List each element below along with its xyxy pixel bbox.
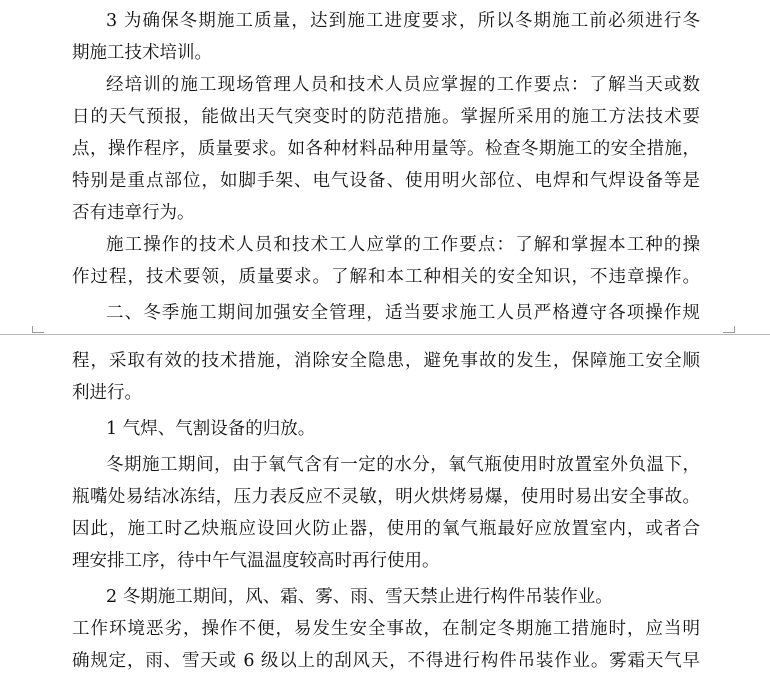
text-line: 冬期施工期间，由于氧气含有一定的水分，氧气瓶使用时放置室外负温下， xyxy=(106,455,700,475)
text-line: 施工操作的技术人员和技术工人应掌的工作要点：了解和掌握本工种的操 xyxy=(106,235,700,255)
text-line: 理安排工序，待中午气温温度较高时再行使用。 xyxy=(72,551,440,571)
text-line: 2 冬期施工期间，风、霜、雾、雨、雪天禁止进行构件吊装作业。 xyxy=(106,587,613,607)
text-line: 期施工技术培训。 xyxy=(72,43,212,63)
text-line: 瓶嘴处易结冰冻结，压力表反应不灵敏，明火烘烤易爆，使用时易出安全事故。 xyxy=(72,487,700,507)
text-line: 3 为确保冬期施工质量，达到施工进度要求，所以冬期施工前必须进行冬 xyxy=(106,11,700,31)
page-corner-mark xyxy=(32,326,44,333)
text-line: 点，操作程序，质量要求。如各种材料品种用量等。检查冬期施工的安全措施， xyxy=(72,139,700,159)
text-line: 否有违章行为。 xyxy=(72,203,195,223)
text-line: 因此，施工时乙炔瓶应设回火防止器，使用的氧气瓶最好应放置室内，或者合 xyxy=(72,519,700,539)
document-page-bottom xyxy=(0,340,770,689)
text-line: 确规定，雨、雪天或 6 级以上的刮风天，不得进行构件吊装作业。雾霜天气早 xyxy=(72,651,700,671)
page-corner-mark xyxy=(723,326,735,333)
text-line: 利进行。 xyxy=(72,383,142,403)
text-line: 程，采取有效的技术措施，消除安全隐患，避免事故的发生，保障施工安全顺 xyxy=(72,351,700,371)
text-line: 作过程，技术要领，质量要求。了解和本工种相关的安全知识，不违章操作。 xyxy=(72,267,700,287)
document-page-top xyxy=(0,0,770,334)
text-line: 日的天气预报，能做出天气突变时的防范措施。掌握所采用的施工方法技术要 xyxy=(72,107,700,127)
text-line: 1 气焊、气割设备的归放。 xyxy=(106,419,316,439)
text-line: 工作环境恶劣，操作不便，易发生安全事故，在制定冬期施工措施时，应当明 xyxy=(72,619,700,639)
text-line: 二、冬季施工期间加强安全管理，适当要求施工人员严格遵守各项操作规 xyxy=(106,303,700,323)
text-line: 特别是重点部位，如脚手架、电气设备、使用明火部位、电焊和气焊设备等是 xyxy=(72,171,700,191)
text-line: 经培训的施工现场管理人员和技术人员应掌握的工作要点：了解当天或数 xyxy=(106,75,700,95)
